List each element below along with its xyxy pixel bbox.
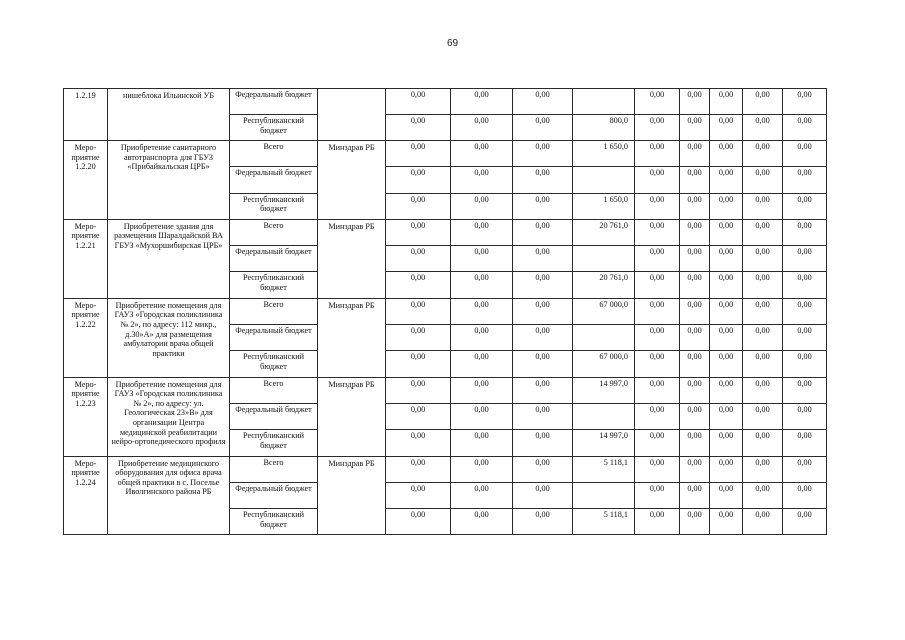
page-number: 69 [446, 38, 459, 49]
amount-cell: 0,00 [743, 430, 783, 456]
funding-source: Республиканский бюджет [230, 509, 318, 535]
funding-source: Всего [230, 377, 318, 403]
executor [318, 89, 386, 141]
amount-cell: 0,00 [783, 377, 827, 403]
amount-cell: 0,00 [451, 403, 513, 429]
amount-cell: 0,00 [783, 167, 827, 193]
amount-cell: 0,00 [680, 456, 710, 482]
amount-cell: 0,00 [451, 141, 513, 167]
amount-cell: 0,00 [680, 272, 710, 298]
amount-cell: 5 118,1 [573, 509, 635, 535]
activity-name: Приобретение медицинского оборудования для офиса врача общей практики в с. Поселье Иволгинского района РБ [108, 456, 230, 535]
amount-cell: 0,00 [513, 298, 573, 324]
activity-name: Приобретение здания для размещения Шаралдайской ВА ГБУЗ «Мухоршибирская ЦРБ» [108, 219, 230, 298]
amount-cell: 0,00 [386, 298, 451, 324]
amount-cell [573, 482, 635, 508]
amount-cell: 0,00 [743, 141, 783, 167]
amount-cell: 0,00 [710, 193, 743, 219]
amount-cell: 0,00 [680, 219, 710, 245]
table-row [64, 456, 827, 482]
amount-cell: 800,0 [573, 115, 635, 141]
amount-cell: 0,00 [635, 482, 680, 508]
amount-cell: 0,00 [743, 351, 783, 377]
executor: Минздрав РБ [318, 219, 386, 298]
table-row [64, 219, 827, 245]
amount-cell: 67 000,0 [573, 298, 635, 324]
amount-cell: 1 650,0 [573, 193, 635, 219]
amount-cell: 0,00 [451, 89, 513, 115]
amount-cell: 0,00 [451, 298, 513, 324]
amount-cell: 0,00 [451, 377, 513, 403]
activity-code: Меро-приятие 1.2.20 [64, 141, 108, 220]
activity-code: Меро-приятие 1.2.24 [64, 456, 108, 535]
amount-cell: 0,00 [386, 246, 451, 272]
executor: Минздрав РБ [318, 141, 386, 220]
amount-cell: 0,00 [710, 272, 743, 298]
activity-code: Меро-приятие 1.2.22 [64, 298, 108, 377]
amount-cell: 0,00 [710, 351, 743, 377]
amount-cell: 0,00 [680, 167, 710, 193]
amount-cell: 0,00 [710, 403, 743, 429]
amount-cell: 0,00 [513, 430, 573, 456]
amount-cell: 1 650,0 [573, 141, 635, 167]
amount-cell: 0,00 [710, 167, 743, 193]
amount-cell: 0,00 [513, 219, 573, 245]
amount-cell: 0,00 [386, 141, 451, 167]
amount-cell: 0,00 [783, 325, 827, 351]
amount-cell: 67 000,0 [573, 351, 635, 377]
funding-source: Всего [230, 456, 318, 482]
funding-source: Федеральный бюджет [230, 167, 318, 193]
amount-cell: 0,00 [743, 325, 783, 351]
amount-cell: 0,00 [451, 193, 513, 219]
amount-cell: 14 997,0 [573, 377, 635, 403]
amount-cell: 0,00 [513, 115, 573, 141]
amount-cell: 0,00 [635, 219, 680, 245]
funding-source: Федеральный бюджет [230, 89, 318, 115]
amount-cell: 0,00 [743, 298, 783, 324]
activity-code: Меро-приятие 1.2.21 [64, 219, 108, 298]
amount-cell: 0,00 [680, 430, 710, 456]
executor: Минздрав РБ [318, 377, 386, 456]
activity-code: Меро-приятие 1.2.23 [64, 377, 108, 456]
amount-cell: 0,00 [635, 89, 680, 115]
amount-cell: 0,00 [743, 246, 783, 272]
amount-cell [573, 167, 635, 193]
funding-source: Республиканский бюджет [230, 351, 318, 377]
amount-cell: 0,00 [386, 351, 451, 377]
amount-cell: 0,00 [386, 89, 451, 115]
amount-cell: 0,00 [451, 115, 513, 141]
amount-cell: 0,00 [783, 219, 827, 245]
amount-cell: 0,00 [710, 509, 743, 535]
amount-cell: 0,00 [513, 141, 573, 167]
amount-cell: 0,00 [386, 325, 451, 351]
amount-cell: 0,00 [783, 403, 827, 429]
amount-cell: 0,00 [513, 167, 573, 193]
amount-cell: 0,00 [710, 325, 743, 351]
amount-cell: 0,00 [783, 482, 827, 508]
funding-source: Всего [230, 219, 318, 245]
amount-cell: 0,00 [710, 246, 743, 272]
amount-cell: 0,00 [783, 141, 827, 167]
amount-cell: 0,00 [635, 325, 680, 351]
amount-cell: 0,00 [513, 325, 573, 351]
amount-cell: 0,00 [743, 509, 783, 535]
amount-cell: 0,00 [513, 509, 573, 535]
amount-cell: 0,00 [513, 403, 573, 429]
amount-cell: 0,00 [680, 325, 710, 351]
activity-name: Приобретение санитарного автотранспорта для ГБУЗ «Прибайкальская ЦРБ» [108, 141, 230, 220]
amount-cell: 0,00 [386, 115, 451, 141]
amount-cell: 0,00 [783, 456, 827, 482]
amount-cell: 0,00 [680, 482, 710, 508]
table-row [64, 298, 827, 324]
amount-cell: 0,00 [680, 298, 710, 324]
amount-cell: 0,00 [386, 403, 451, 429]
amount-cell: 0,00 [451, 219, 513, 245]
amount-cell: 0,00 [451, 272, 513, 298]
amount-cell: 0,00 [710, 298, 743, 324]
amount-cell: 0,00 [743, 456, 783, 482]
amount-cell: 0,00 [783, 509, 827, 535]
activity-name: Приобретение помещения для ГАУЗ «Городская поликлиника № 2», по адресу: ул. Геологическая 23»В» для организации Центра медицинской реабилитации нейро-ортопедического профиля [108, 377, 230, 456]
amount-cell: 0,00 [513, 272, 573, 298]
amount-cell: 0,00 [783, 351, 827, 377]
amount-cell: 0,00 [680, 193, 710, 219]
amount-cell: 0,00 [710, 482, 743, 508]
amount-cell: 0,00 [743, 89, 783, 115]
activity-name: Приобретение помещения для ГАУЗ «Городская поликлиника № 2», по адресу: 112 микр., д.30»А» для размещения амбулатории врача общей практики [108, 298, 230, 377]
funding-source: Республиканский бюджет [230, 193, 318, 219]
amount-cell: 0,00 [513, 482, 573, 508]
amount-cell: 0,00 [451, 430, 513, 456]
amount-cell: 0,00 [680, 89, 710, 115]
funding-source: Федеральный бюджет [230, 246, 318, 272]
amount-cell: 0,00 [451, 325, 513, 351]
amount-cell: 0,00 [451, 482, 513, 508]
amount-cell: 0,00 [513, 456, 573, 482]
amount-cell: 0,00 [783, 272, 827, 298]
amount-cell: 0,00 [635, 377, 680, 403]
activity-code: 1.2.19 [64, 89, 108, 141]
amount-cell: 0,00 [783, 246, 827, 272]
amount-cell: 0,00 [451, 456, 513, 482]
amount-cell: 0,00 [710, 141, 743, 167]
amount-cell: 0,00 [710, 115, 743, 141]
amount-cell [573, 246, 635, 272]
amount-cell: 0,00 [680, 377, 710, 403]
amount-cell: 0,00 [386, 219, 451, 245]
amount-cell: 14 997,0 [573, 430, 635, 456]
amount-cell: 0,00 [451, 167, 513, 193]
table-row [64, 377, 827, 403]
amount-cell: 0,00 [680, 509, 710, 535]
funding-source: Республиканский бюджет [230, 430, 318, 456]
amount-cell: 0,00 [386, 430, 451, 456]
amount-cell: 0,00 [386, 193, 451, 219]
amount-cell: 0,00 [513, 377, 573, 403]
amount-cell: 5 118,1 [573, 456, 635, 482]
amount-cell [573, 403, 635, 429]
amount-cell: 0,00 [513, 246, 573, 272]
amount-cell: 0,00 [635, 246, 680, 272]
amount-cell: 0,00 [783, 89, 827, 115]
amount-cell: 0,00 [386, 482, 451, 508]
amount-cell: 0,00 [451, 509, 513, 535]
amount-cell: 0,00 [635, 456, 680, 482]
amount-cell: 0,00 [635, 403, 680, 429]
amount-cell: 0,00 [783, 430, 827, 456]
amount-cell: 0,00 [451, 351, 513, 377]
amount-cell: 0,00 [680, 403, 710, 429]
amount-cell: 0,00 [783, 193, 827, 219]
activity-name: нишеблока Ильинской УБ [108, 89, 230, 141]
amount-cell: 0,00 [680, 351, 710, 377]
amount-cell: 20 761,0 [573, 272, 635, 298]
amount-cell: 0,00 [635, 272, 680, 298]
amount-cell: 0,00 [386, 377, 451, 403]
amount-cell: 0,00 [743, 193, 783, 219]
amount-cell: 20 761,0 [573, 219, 635, 245]
amount-cell: 0,00 [513, 193, 573, 219]
amount-cell: 0,00 [635, 167, 680, 193]
executor: Минздрав РБ [318, 456, 386, 535]
amount-cell: 0,00 [710, 430, 743, 456]
funding-source: Федеральный бюджет [230, 403, 318, 429]
amount-cell [573, 325, 635, 351]
amount-cell: 0,00 [635, 430, 680, 456]
amount-cell [573, 89, 635, 115]
executor: Минздрав РБ [318, 298, 386, 377]
amount-cell: 0,00 [743, 167, 783, 193]
amount-cell: 0,00 [743, 272, 783, 298]
amount-cell: 0,00 [635, 141, 680, 167]
amount-cell: 0,00 [710, 89, 743, 115]
amount-cell: 0,00 [386, 456, 451, 482]
amount-cell: 0,00 [635, 509, 680, 535]
funding-source: Республиканский бюджет [230, 272, 318, 298]
amount-cell: 0,00 [635, 193, 680, 219]
amount-cell: 0,00 [710, 377, 743, 403]
amount-cell: 0,00 [680, 141, 710, 167]
amount-cell: 0,00 [635, 351, 680, 377]
funding-source: Всего [230, 141, 318, 167]
table-row [64, 89, 827, 115]
amount-cell: 0,00 [680, 115, 710, 141]
funding-source: Федеральный бюджет [230, 325, 318, 351]
amount-cell: 0,00 [513, 351, 573, 377]
amount-cell: 0,00 [680, 246, 710, 272]
funding-source: Республиканский бюджет [230, 115, 318, 141]
amount-cell: 0,00 [710, 456, 743, 482]
amount-cell: 0,00 [783, 115, 827, 141]
amount-cell: 0,00 [710, 219, 743, 245]
amount-cell: 0,00 [513, 89, 573, 115]
amount-cell: 0,00 [743, 403, 783, 429]
amount-cell: 0,00 [743, 377, 783, 403]
amount-cell: 0,00 [743, 219, 783, 245]
table-row [64, 141, 827, 167]
amount-cell: 0,00 [783, 298, 827, 324]
amount-cell: 0,00 [386, 509, 451, 535]
funding-source: Всего [230, 298, 318, 324]
budget-table [63, 88, 827, 535]
amount-cell: 0,00 [743, 115, 783, 141]
amount-cell: 0,00 [386, 272, 451, 298]
amount-cell: 0,00 [386, 167, 451, 193]
amount-cell: 0,00 [743, 482, 783, 508]
amount-cell: 0,00 [635, 298, 680, 324]
amount-cell: 0,00 [451, 246, 513, 272]
amount-cell: 0,00 [635, 115, 680, 141]
funding-source: Федеральный бюджет [230, 482, 318, 508]
